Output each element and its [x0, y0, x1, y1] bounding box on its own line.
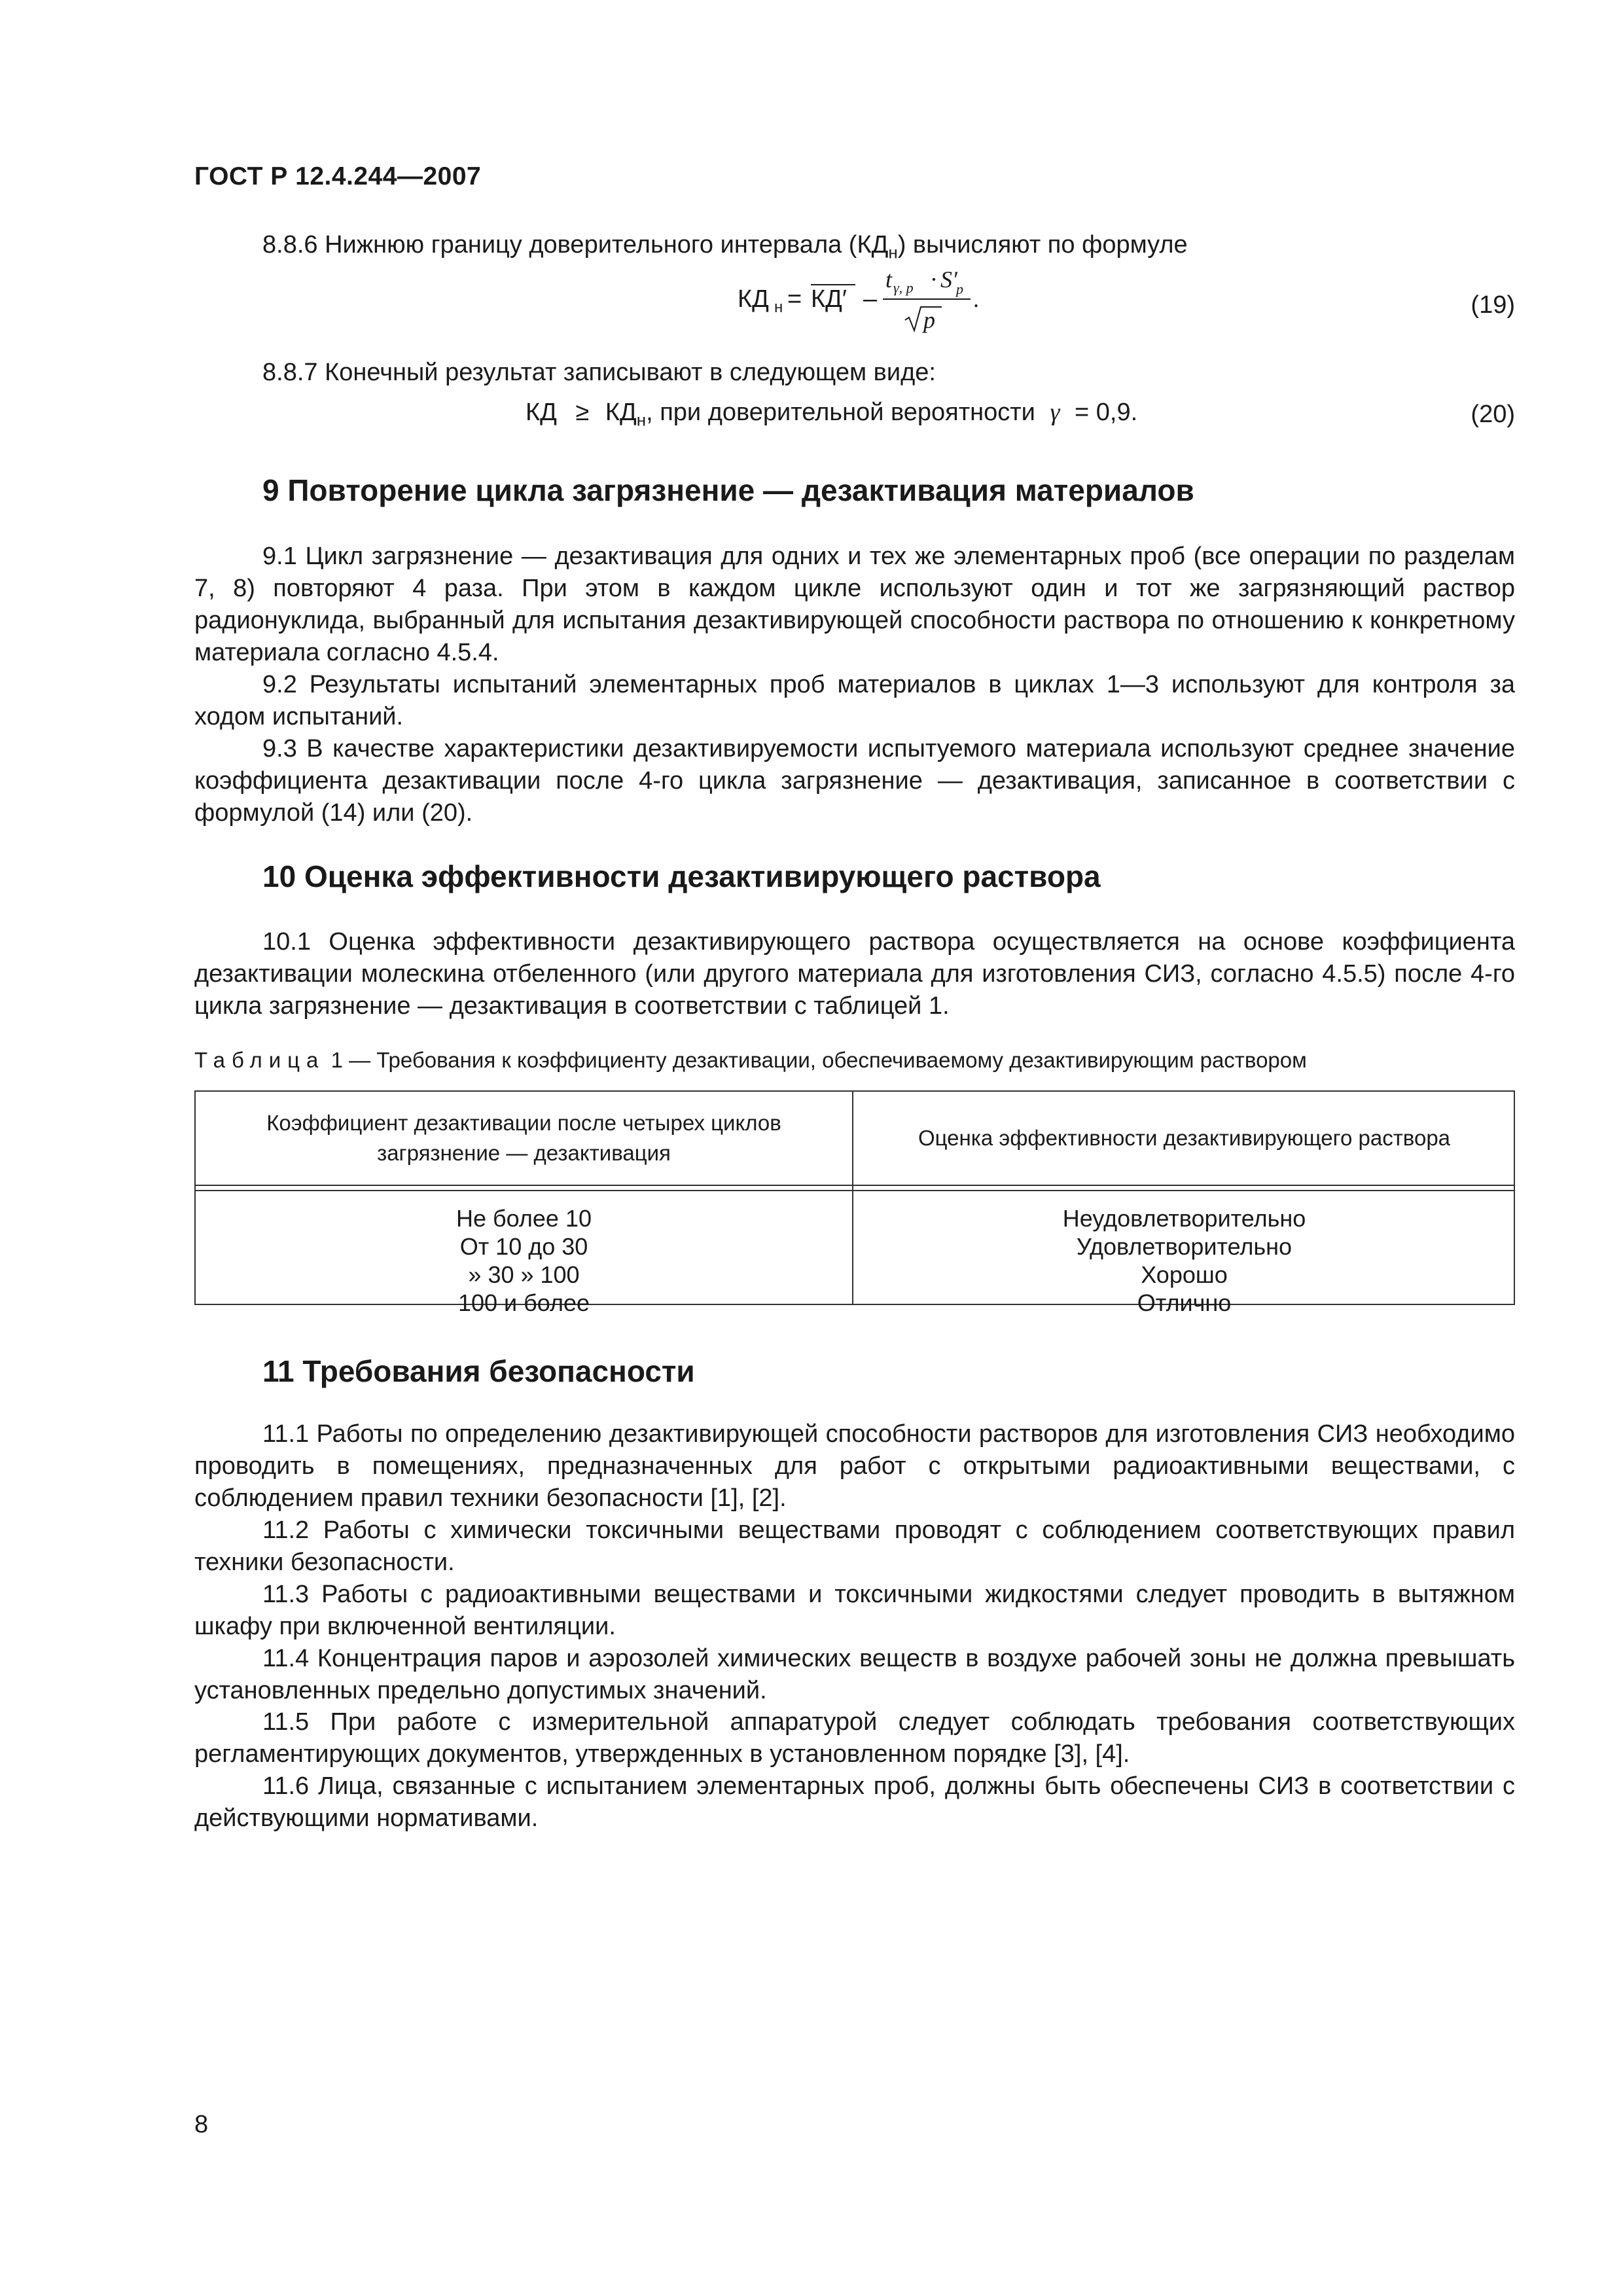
paragraph-11-4: 11.4 Концентрация паров и аэрозолей химических веществ в воздухе рабочей зоны не должна превышать установленных предельно допустимых значений. [194, 1645, 1515, 1704]
table-caption-word: Таблица [194, 1048, 325, 1072]
table-cell: » 30 » 100 [468, 1261, 580, 1288]
table-caption [194, 1048, 1307, 1073]
section-9-heading: 9 Повторение цикла загрязнение — дезактивация материалов [262, 473, 1194, 507]
paragraph-9-2: 9.2 Результаты испытаний элементарных проб материалов в циклах 1—3 используют для контроля за ходом испытаний. [194, 671, 1515, 730]
table-cell: 100 и более [457, 1289, 590, 1316]
formula-tail: , при доверительной вероятности [646, 399, 1035, 426]
paragraph-9-3: 9.3 В качестве характеристики дезактивируемости испытуемого материала используют среднее значение коэффициента дезактивации после 4-го цикла загрязнение — дезактивация, записанное в соответствии с формулой (14) или (20). [194, 735, 1515, 827]
paragraph-text: ) вычисляют по формуле [897, 231, 1188, 259]
paragraph-9-1: 9.1 Цикл загрязнение — дезактивация для одних и тех же элементарных проб (все операции по разделам 7, 8) повторяют 4 раза. При этом в каждом цикле используют один и тот же загрязняющий раствор радионуклида, выбранный для испытания дезактивирующей способности раствора по отношению к конкретному материала согласно 4.5.4. [194, 543, 1515, 666]
paragraph-text: 8.8.6 Нижнюю границу доверительного интервала (КД [262, 231, 889, 259]
paragraph-8-8-7: 8.8.7 Конечный результат записывают в следующем виде: [262, 359, 936, 386]
table-header-divider [196, 1185, 1514, 1186]
section-10-heading: 10 Оценка эффективности дезактивирующего раствора [262, 859, 1101, 893]
formula-num-t-sub: γ, p [893, 279, 914, 296]
table-column-coefficients [196, 1204, 852, 1317]
formula-num-t: t [885, 266, 893, 293]
table-cell: Неудовлетворительно [1062, 1205, 1306, 1232]
table-cell: Не более 10 [456, 1205, 592, 1232]
table-cell: Отлично [1137, 1289, 1232, 1316]
section-11-heading: 11 Требования безопасности [262, 1354, 695, 1388]
formula-equals: = [787, 285, 802, 313]
formula-20-row [194, 398, 1515, 437]
table-header-text: Оценка эффективности дезактивирующего раствора [918, 1126, 1451, 1150]
paragraph-11-5: 11.5 При работе с измерительной аппаратурой следует соблюдать требования соответствующих регламентирующих документов, утвержденных в установленном порядке [3], [4]. [194, 1708, 1515, 1768]
page-number: 8 [194, 2111, 209, 2138]
formula-lhs: КД [526, 399, 557, 426]
table-cell: Удовлетворительно [1076, 1233, 1293, 1260]
formula-end-dot: . [973, 286, 979, 312]
paragraph-11-3: 11.3 Работы с радиоактивными веществами и токсичными жидкостями следует проводить в вытяжном шкафу при включенной вентиляции. [194, 1581, 1515, 1640]
paragraph-11-1: 11.1 Работы по определению дезактивирующей способности растворов для изготовления СИЗ необходимо проводить в помещениях, предназначенных для работ с открытыми радиоактивными веществами, с соблюдением правил техники безопасности [1], [2]. [194, 1420, 1515, 1512]
table-column-ratings [853, 1204, 1515, 1317]
formula-19-row [194, 265, 1515, 337]
formula-minus: – [863, 285, 878, 313]
equation-number-19: (19) [1471, 291, 1515, 319]
paragraph-11-6: 11.6 Лица, связанные с испытанием элементарных проб, должны быть обеспечены СИЗ в соответствии с действующими нормативами. [194, 1772, 1515, 1832]
requirements-table [194, 1090, 1515, 1316]
document-header: ГОСТ Р 12.4.244—2007 [194, 162, 482, 190]
table-header-col2 [853, 1092, 1515, 1185]
table-header-text: Коэффициент дезактивации после четырех циклов загрязнение — дезактивация [266, 1111, 781, 1165]
formula-rhs-sub: н [636, 410, 647, 430]
formula-20 [526, 398, 1137, 431]
table-cell: Хорошо [1141, 1261, 1228, 1288]
table-header-col1 [196, 1092, 852, 1185]
table-header-divider [196, 1190, 1514, 1191]
paragraph-8-8-6 [194, 229, 1515, 269]
formula-19 [738, 265, 1183, 337]
formula-mean: КД′ [811, 285, 847, 313]
formula-num-s: S′ [940, 266, 957, 293]
formula-rhs: КД [605, 399, 637, 426]
formula-den: p [923, 307, 935, 333]
formula-gamma: γ [1050, 399, 1060, 426]
subscript: н [888, 242, 898, 262]
formula-lhs-sub: н [774, 298, 783, 316]
table-cell: От 10 до 30 [459, 1233, 588, 1260]
formula-num-s-sub: p [956, 281, 963, 297]
formula-op: ≥ [575, 399, 590, 426]
formula-value: = 0,9. [1075, 399, 1138, 426]
paragraph-11-2: 11.2 Работы с химически токсичными веществами проводят с соблюдением соответствующих правил техники безопасности. [194, 1516, 1515, 1576]
formula-lhs: КД [738, 285, 769, 313]
equation-number-20: (20) [1471, 401, 1515, 428]
table-caption-text: 1 — Требования к коэффициенту дезактивации, обеспечиваемому дезактивирующим раствором [330, 1048, 1307, 1072]
formula-num-dot: · [930, 266, 938, 293]
paragraph-10-1: 10.1 Оценка эффективности дезактивирующего раствора осуществляется на основе коэффициента дезактивации молескина отбеленного (или другого материала для изготовления СИЗ, согласно 4.5.5) после 4-го цикла загрязнение — дезактивация в соответствии с таблицей 1. [194, 928, 1515, 1020]
